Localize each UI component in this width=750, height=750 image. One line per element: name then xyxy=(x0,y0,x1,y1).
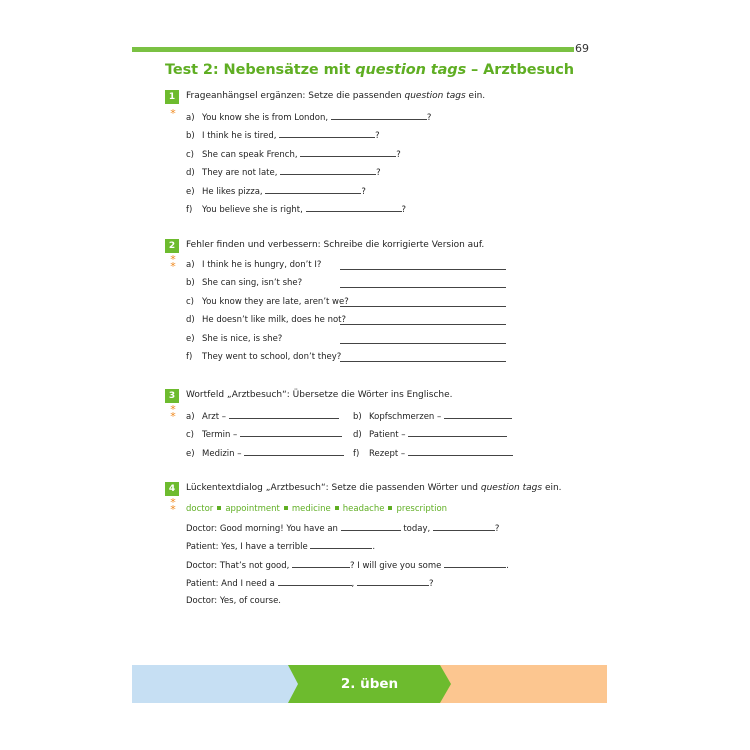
item-end: ? xyxy=(426,113,432,123)
item-letter: c) xyxy=(186,150,194,160)
item-text: They went to school, don’t they? xyxy=(202,352,342,362)
item-letter: d) xyxy=(186,315,195,325)
dialog-text: Doctor: Yes, of course. xyxy=(186,596,281,606)
difficulty-star-icon: ** xyxy=(170,403,176,423)
answer-blank[interactable] xyxy=(408,447,513,456)
exercise-item xyxy=(186,260,321,272)
item-end: ? xyxy=(396,150,401,160)
answer-line[interactable] xyxy=(340,268,506,270)
vocab-item xyxy=(353,410,512,422)
separator-square-icon xyxy=(388,506,392,510)
item-text: She is nice, is she? xyxy=(202,334,283,344)
item-end: ? xyxy=(376,168,381,178)
answer-line[interactable] xyxy=(340,360,506,362)
item-letter: b) xyxy=(186,131,195,141)
title-prefix: Test 2: Nebensätze mit xyxy=(165,62,356,78)
item-letter: f) xyxy=(353,449,360,459)
item-text: Medizin – xyxy=(202,449,245,459)
item-text: Arzt – xyxy=(202,412,229,422)
answer-blank[interactable] xyxy=(306,203,402,212)
instruction-text: Lückentextdialog „Arztbesuch“: Setze die passenden Wörter und xyxy=(186,483,481,493)
item-text: He doesn’t like milk, does he not? xyxy=(202,315,347,325)
exercise-number-badge: 3 xyxy=(165,389,179,403)
answer-blank[interactable] xyxy=(279,129,375,138)
vocab-item xyxy=(186,447,344,459)
answer-line[interactable] xyxy=(340,286,506,288)
footer-segment-right xyxy=(440,665,607,703)
exercise-number-badge: 4 xyxy=(165,482,179,496)
exercise-item xyxy=(186,334,282,346)
answer-blank[interactable] xyxy=(240,428,342,437)
answer-line[interactable] xyxy=(340,323,506,325)
answer-blank[interactable] xyxy=(444,559,506,568)
answer-blank[interactable] xyxy=(265,185,361,194)
word-bank-item: doctor xyxy=(186,504,214,514)
item-letter: a) xyxy=(186,260,195,270)
item-text: I think he is tired, xyxy=(202,131,280,141)
dialog-line xyxy=(186,596,281,608)
item-end: ? xyxy=(361,187,366,197)
exercise-item xyxy=(186,148,401,160)
footer-label: 2. üben xyxy=(340,676,399,692)
page-number: 69 xyxy=(575,42,589,55)
answer-blank[interactable] xyxy=(278,577,352,586)
answer-line[interactable] xyxy=(340,305,506,307)
separator-square-icon xyxy=(284,506,288,510)
exercise-item xyxy=(186,129,380,141)
dialog-text: . xyxy=(506,561,509,571)
word-bank xyxy=(186,504,447,514)
item-text: Rezept – xyxy=(369,449,408,459)
item-end: ? xyxy=(401,205,407,215)
item-text: You know they are late, aren’t we? xyxy=(202,297,349,307)
header-rule xyxy=(132,47,574,52)
answer-blank[interactable] xyxy=(341,522,401,531)
dialog-line xyxy=(186,577,433,589)
exercise-number-badge: 1 xyxy=(165,90,179,104)
answer-blank[interactable] xyxy=(229,410,339,419)
title-italic: question tags xyxy=(355,62,467,78)
item-text: I think he is hungry, don’t I? xyxy=(202,260,322,270)
exercise-item xyxy=(186,297,349,309)
item-text: Termin – xyxy=(202,430,241,440)
item-text: You know she is from London, xyxy=(202,113,331,123)
answer-blank[interactable] xyxy=(300,148,396,157)
vocab-item xyxy=(186,428,342,440)
dialog-text: . xyxy=(372,542,376,552)
dialog-line xyxy=(186,559,509,571)
exercise-instruction: Wortfeld „Arztbesuch“: Übersetze die Wörter ins Englische. xyxy=(186,390,453,400)
vocab-item xyxy=(186,410,339,422)
item-text: She can speak French, xyxy=(202,150,301,160)
item-text: He likes pizza, xyxy=(202,187,266,197)
separator-square-icon xyxy=(335,506,339,510)
page-title xyxy=(165,62,574,78)
answer-blank[interactable] xyxy=(408,428,507,437)
instruction-text-end: ein. xyxy=(465,91,486,101)
difficulty-star-icon: ** xyxy=(170,496,176,516)
item-end: ? xyxy=(375,131,380,141)
answer-line[interactable] xyxy=(340,342,506,344)
answer-blank[interactable] xyxy=(444,410,512,419)
item-letter: e) xyxy=(186,334,195,344)
item-letter: d) xyxy=(186,168,195,178)
dialog-text: today, xyxy=(400,524,433,534)
item-text: She can sing, isn’t she? xyxy=(202,278,303,288)
exercise-item xyxy=(186,166,381,178)
dialog-text: ? I will give you some xyxy=(350,561,445,571)
dialog-text: Doctor: Good morning! You have an xyxy=(186,524,341,534)
item-text: Kopfschmerzen – xyxy=(369,412,444,422)
item-letter: e) xyxy=(186,187,195,197)
exercise-item xyxy=(186,315,346,327)
vocab-item xyxy=(353,428,507,440)
dialog-text: ? xyxy=(428,579,434,589)
dialog-line xyxy=(186,522,499,534)
answer-blank[interactable] xyxy=(280,166,376,175)
answer-blank[interactable] xyxy=(244,447,344,456)
item-letter: b) xyxy=(186,278,195,288)
exercise-instruction xyxy=(186,91,485,101)
exercise-item xyxy=(186,278,302,290)
vocab-item xyxy=(353,447,513,459)
item-letter: b) xyxy=(353,412,362,422)
answer-blank[interactable] xyxy=(310,540,372,549)
item-letter: e) xyxy=(186,449,195,459)
instruction-italic: question tags xyxy=(404,91,466,101)
item-text: They are not late, xyxy=(202,168,281,178)
dialog-text: ? xyxy=(494,524,500,534)
item-letter: a) xyxy=(186,412,195,422)
item-letter: c) xyxy=(186,430,194,440)
title-suffix: – Arztbesuch xyxy=(466,62,574,78)
item-letter: f) xyxy=(186,352,193,362)
item-letter: d) xyxy=(353,430,362,440)
difficulty-star-icon: ** xyxy=(170,253,176,273)
exercise-item xyxy=(186,111,431,123)
exercise-instruction: Fehler finden und verbessern: Schreibe die korrigierte Version auf. xyxy=(186,240,485,250)
item-letter: c) xyxy=(186,297,194,307)
separator-square-icon xyxy=(217,506,221,510)
dialog-text: Patient: And I need a xyxy=(186,579,278,589)
dialog-text: Patient: Yes, I have a terrible xyxy=(186,542,311,552)
dialog-text: , xyxy=(351,579,357,589)
word-bank-item: prescription xyxy=(396,504,448,514)
dialog-text: Doctor: That’s not good, xyxy=(186,561,293,571)
exercise-instruction xyxy=(186,483,562,493)
answer-blank[interactable] xyxy=(357,577,429,586)
exercise-item xyxy=(186,185,366,197)
item-letter: f) xyxy=(186,205,193,215)
instruction-text: Frageanhängsel ergänzen: Setze die passenden xyxy=(186,91,405,101)
exercise-number-badge: 2 xyxy=(165,239,179,253)
answer-blank[interactable] xyxy=(433,522,495,531)
exercise-item xyxy=(186,203,406,215)
instruction-text-end: ein. xyxy=(542,483,562,493)
footer-segment-left xyxy=(132,665,302,703)
item-letter: a) xyxy=(186,113,195,123)
exercise-item xyxy=(186,352,341,364)
difficulty-star-icon: * xyxy=(170,107,176,120)
answer-blank[interactable] xyxy=(292,559,350,568)
word-bank-item: appointment xyxy=(225,504,280,514)
instruction-italic: question tags xyxy=(480,483,543,493)
dialog-line xyxy=(186,540,375,552)
item-text: You believe she is right, xyxy=(202,205,306,215)
word-bank-item: headache xyxy=(342,504,385,514)
answer-blank[interactable] xyxy=(331,111,427,120)
word-bank-item: medicine xyxy=(291,504,331,514)
item-text: Patient – xyxy=(369,430,409,440)
